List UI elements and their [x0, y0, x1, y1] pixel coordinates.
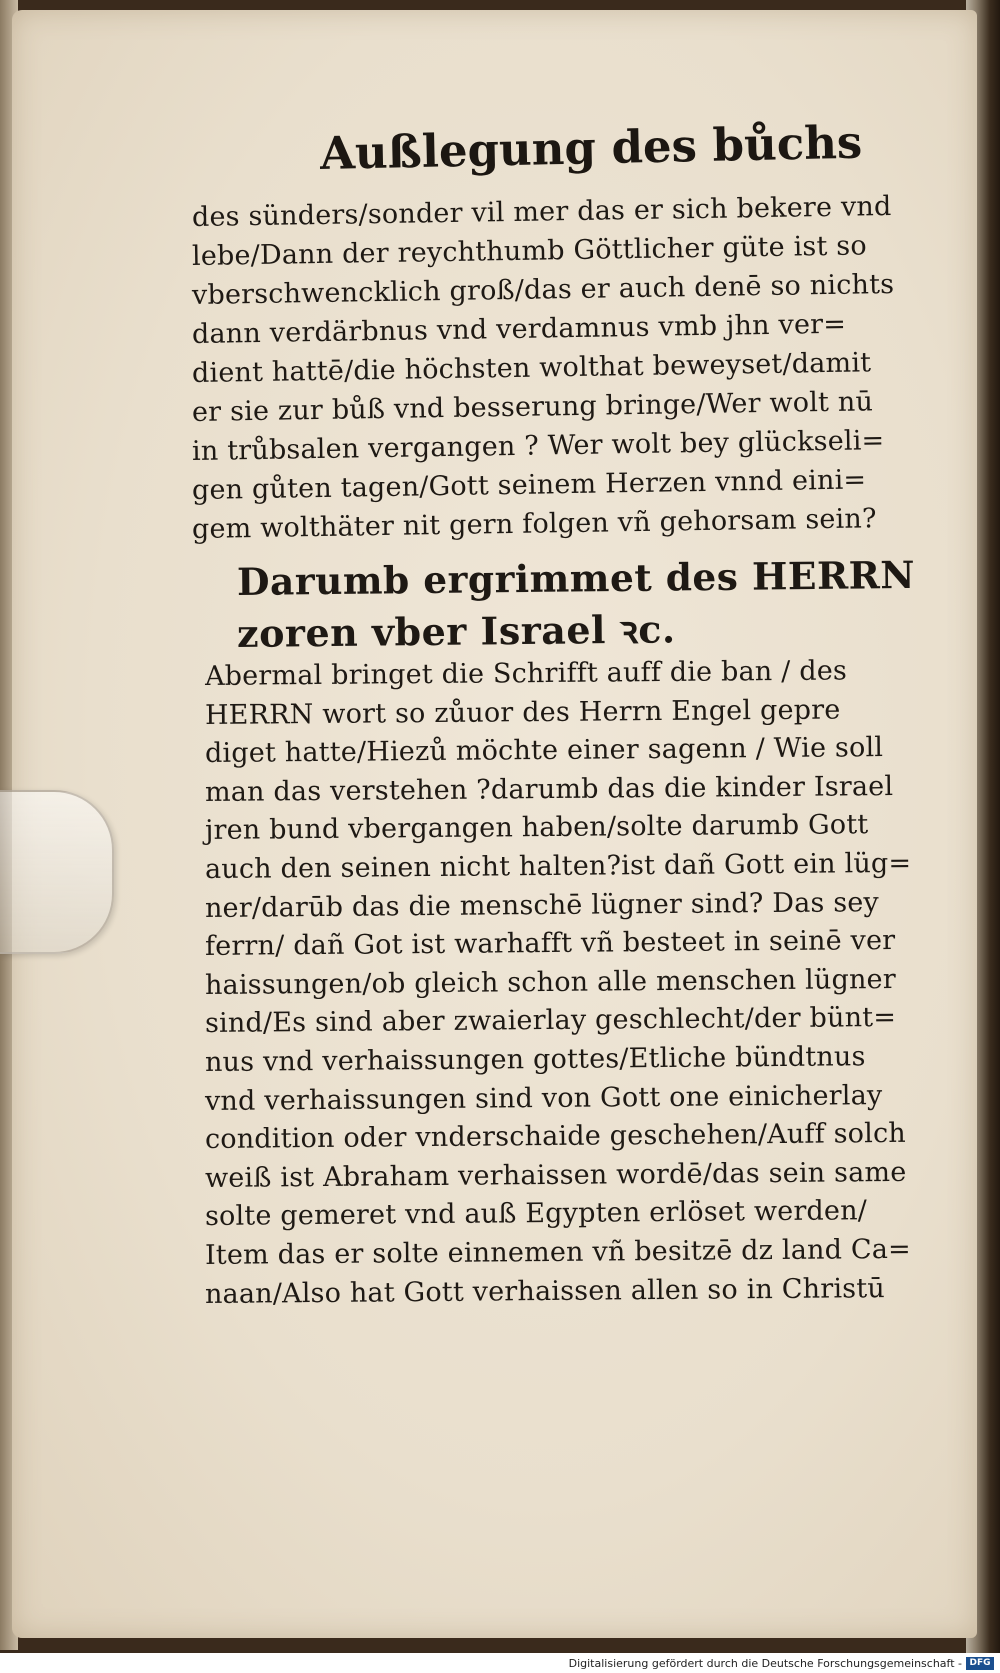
text-line: jren bund vbergangen haben/solte darumb Gott — [204, 809, 869, 847]
text-line: lebe/Dann der reychthumb Göttlicher güte ist so — [191, 230, 868, 272]
text-line: condition oder vnderschaide geschehen/Auff solch — [204, 1118, 907, 1156]
page-heading: Außlegung des bůchs — [319, 115, 863, 180]
text-line: Abermal bringet die Schrifft auff die ban / des — [204, 655, 848, 692]
text-line: er sie zur bůß vnd besserung bringe/Wer wolt nū — [191, 386, 874, 428]
text-line: solte gemeret vnd auß Egypten erlöset werden/ — [204, 1195, 868, 1233]
text-line: des sünders/sonder vil mer das er sich bekere vnd — [191, 191, 892, 233]
text-line: weiß ist Abraham verhaissen wordē/das sein same — [204, 1156, 907, 1194]
text-line: haissungen/ob gleich schon alle menschen lügner — [204, 963, 897, 1001]
text-line: Darumb ergrimmet des HERRN — [236, 552, 916, 604]
text-line: Item das er solte einnemen vñ besitzē dz land Ca= — [204, 1233, 912, 1271]
text-line: dann verdärbnus vnd verdamnus vmb jhn ver= — [191, 308, 847, 350]
dfg-logo-icon: DFG — [966, 1657, 994, 1670]
footer-credit: Digitalisierung gefördert durch die Deutsche Forschungsgemeinschaft - — [568, 1657, 962, 1670]
text-line: naan/Also hat Gott verhaissen allen so in Christū — [204, 1272, 886, 1310]
text-line: auch den seinen nicht halten?ist dañ Gott ein lüg= — [204, 847, 912, 885]
text-line: zoren vber Israel ꝛc. — [236, 606, 676, 656]
text-line: gem wolthäter nit gern folgen vñ gehorsam sein? — [191, 503, 877, 545]
text-line: vberschwencklich groß/das er auch denē so nichts — [191, 268, 895, 311]
text-line: sind/Es sind aber zwaierlay geschlecht/der bünt= — [204, 1002, 897, 1040]
text-line: ner/darūb das die menschē lügner sind? Das sey — [204, 886, 880, 924]
text-line: in trůbsalen vergangen ? Wer wolt bey glückseli= — [191, 425, 885, 467]
text-line: nus vnd verhaissungen gottes/Etliche bündtnus — [204, 1041, 866, 1078]
page-clip — [0, 790, 114, 954]
text-line: dient hattē/die höchsten wolthat beweyset/damit — [191, 347, 872, 389]
text-line: HERRN wort so zůuor des Herrn Engel gepre — [204, 694, 841, 731]
text-line: diget hatte/Hiezů möchte einer sagenn / Wie soll — [204, 732, 884, 770]
text-line: man das verstehen ?darumb das die kinder Israel — [204, 770, 894, 808]
text-line: ferrn/ dañ Got ist warhafft vñ besteet in seinē ver — [204, 925, 896, 963]
footer-bar — [0, 1653, 1000, 1673]
text-line: gen gůten tagen/Gott seinem Herzen vnnd eini= — [191, 464, 867, 506]
text-line: vnd verhaissungen sind von Gott one einicherlay — [204, 1079, 883, 1117]
